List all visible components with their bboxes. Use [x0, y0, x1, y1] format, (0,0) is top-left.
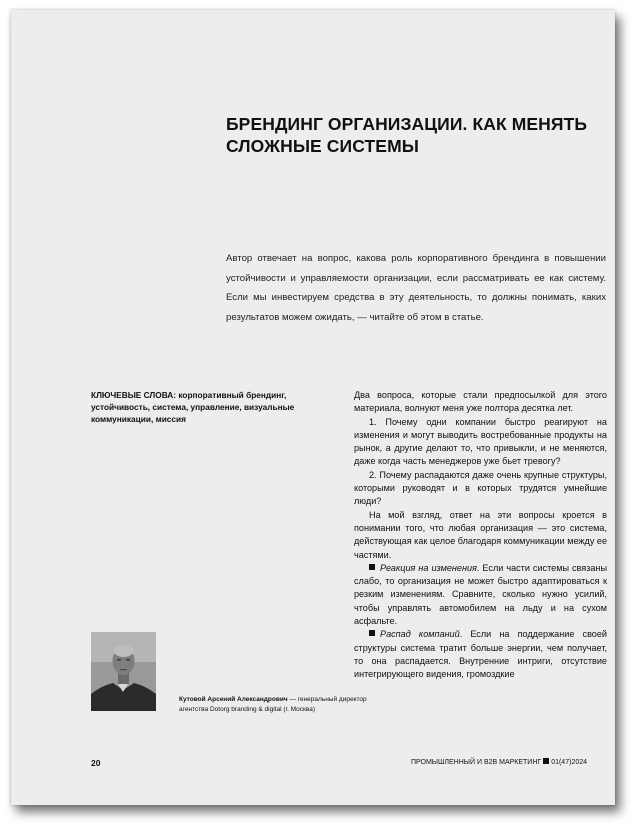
body-paragraph-intro: Два вопроса, которые стали предпосылкой для этого материала, волнуют меня уже полтора десятка лет. — [354, 390, 607, 414]
article-body — [354, 389, 607, 682]
author-role: генеральный директор агентства Dotorg branding & digital (г. Москва) — [179, 696, 367, 713]
bullet-square-icon — [369, 630, 375, 636]
keywords-label: КЛЮЧЕВЫЕ СЛОВА: — [91, 390, 177, 400]
bullet-square-icon — [369, 564, 375, 570]
bullet-text: . Если части системы связаны слабо, то организация не может быстро адаптироваться к резким изменениям. Сравните, сколько нужно усилий, чтобы управлять автомобилем на льду и на сухом асфальте. — [354, 562, 607, 627]
author-name: Кутовой Арсений Александрович — [179, 696, 288, 703]
author-portrait-image — [91, 632, 156, 711]
author-dash: — — [287, 696, 298, 703]
journal-footer — [411, 758, 587, 766]
bullet-item-reaction — [354, 562, 607, 628]
keywords-list: корпоративный брендинг, устойчивость, система, управление, визуальные коммуникации, миссия — [91, 390, 295, 424]
body-paragraph-answer: На мой взгляд, ответ на эти вопросы кроется в понимании того, что любая организация — это система, действующая как целое благодаря коммуникации между ее частями. — [354, 509, 608, 560]
separator-square-icon — [543, 758, 549, 764]
keywords-block — [91, 389, 341, 425]
journal-name: ПРОМЫШЛЕННЫЙ И B2B МАРКЕТИНГ — [410, 759, 542, 766]
page-number: 20 — [91, 758, 101, 768]
body-paragraph-question-2: 2. Почему распадаются даже очень крупные структуры, которыми руководят и в которых трудятся умнейшие люди? — [354, 469, 607, 507]
article-abstract: Автор отвечает на вопрос, какова роль корпоративного брендинга в повышении устойчивости и управляемости организации, если рассматривать ее как систему. Если мы инвестируем средства в эту деятельность, то должны понимать, каких результатов можем ожидать, — читайте об этом в статье. — [226, 253, 606, 323]
body-paragraph-question-1: 1. Почему одни компании быстро реагируют на изменения и могут выводить востребованные продукты на рынок, а другие делают то, что привыкли, и не меняются, даже когда часть менеджеров уже бьет тревогу? — [354, 416, 607, 467]
author-photo — [91, 632, 156, 711]
bullet-label: Реакция на изменения — [380, 562, 477, 573]
author-caption — [179, 695, 379, 715]
bullet-label: Распад компаний — [380, 629, 460, 640]
journal-page — [11, 10, 615, 805]
article-title: БРЕНДИНГ ОРГАНИЗАЦИИ. КАК МЕНЯТЬ СЛОЖНЫЕ СИСТЕМЫ — [226, 114, 588, 156]
bullet-text: . Если на поддержание своей структуры система тратит больше энергии, чем получает, то она распадается. Внутренние интриги, отсутствие интегрирующего видения, громоздкие — [354, 629, 607, 680]
journal-issue: 01(47)2024 — [551, 759, 587, 766]
bullet-item-collapse — [354, 628, 607, 681]
